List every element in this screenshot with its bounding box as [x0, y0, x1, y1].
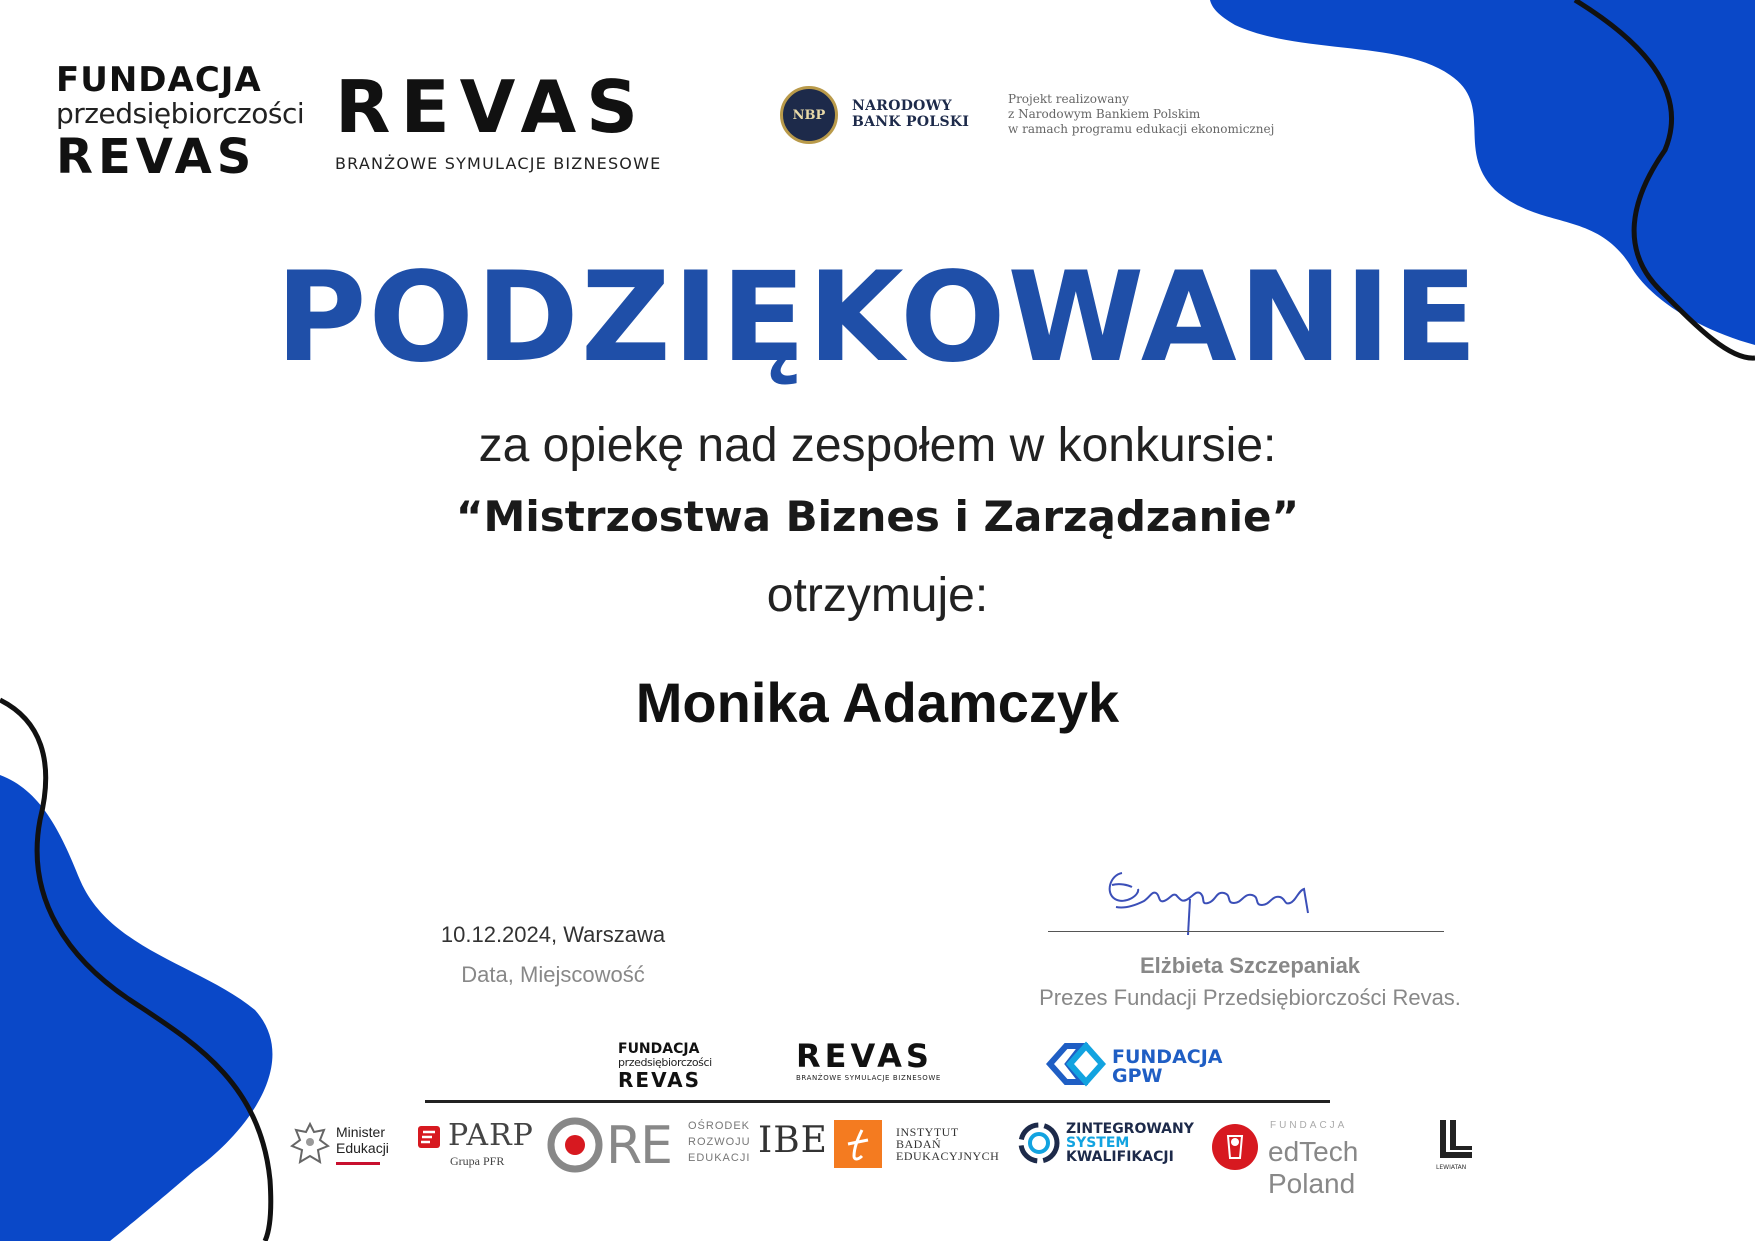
ore-line2: ROZWOJU: [688, 1136, 751, 1148]
lewiatan-name: LEWIATAN: [1436, 1164, 1467, 1171]
zsk-line3: KWALIFIKACJI: [1066, 1149, 1174, 1165]
footer-fundacja-line3: REVAS: [618, 1068, 702, 1092]
ibe-line1: INSTYTUT: [896, 1125, 959, 1139]
nbp-name: [852, 98, 969, 130]
ibe-line2: BADAŃ: [896, 1137, 942, 1151]
ibe-name: IBE: [758, 1120, 828, 1161]
zsk-line1: ZINTEGROWANY: [1066, 1121, 1194, 1137]
minister-edukacji-logo: [290, 1120, 390, 1172]
ibe-line3: EDUKACYJNYCH: [896, 1149, 1000, 1163]
footer-gpw-logo: [1046, 1038, 1236, 1094]
nbp-name-line1: NARODOWY: [852, 98, 952, 114]
revas-logo: [335, 65, 665, 173]
revas-name: REVAS: [335, 65, 649, 149]
date-label: Data, Miejscowość: [461, 962, 645, 987]
ibe-full-name: [896, 1126, 999, 1162]
minister-name: [336, 1124, 389, 1156]
ore-name: RE: [606, 1116, 671, 1176]
minister-line1: Minister: [336, 1124, 386, 1140]
revas-tagline: BRANŻOWE SYMULACJE BIZNESOWE: [335, 154, 662, 173]
ore-line1: OŚRODEK: [688, 1120, 751, 1132]
eagle-emblem-icon: [290, 1120, 330, 1168]
logo-line3: REVAS: [56, 129, 257, 185]
receives-label: otrzymuje:: [766, 569, 989, 622]
gpw-name: [1112, 1048, 1223, 1086]
nbp-seal-icon: NBP: [780, 86, 838, 144]
minister-line2: Edukacji: [336, 1140, 389, 1156]
edtech-poland-logo: [1210, 1120, 1420, 1199]
gpw-name-line2: GPW: [1112, 1065, 1163, 1087]
certificate-title: PODZIĘKOWANIE: [275, 246, 1480, 390]
nbp-name-line2: BANK POLSKI: [852, 114, 970, 130]
gpw-name-line1: FUNDACJA: [1112, 1046, 1223, 1068]
logo-line2: przedsiębiorczości: [56, 97, 305, 130]
ibe-emblem-icon: [834, 1120, 882, 1168]
footer-fundacja-revas-logo: [618, 1042, 718, 1091]
certificate-subtitle: za opiekę nad zespołem w konkursie:: [478, 419, 1277, 472]
logo-line1: FUNDACJA: [56, 60, 262, 100]
signer-role: Prezes Fundacji Przedsiębiorczości Revas.: [1039, 985, 1461, 1010]
zsk-logo: [1016, 1120, 1196, 1170]
footer-fundacja-line2: przedsiębiorczości: [618, 1056, 712, 1069]
project-note-line3: w ramach programu edukacji ekonomicznej: [1008, 122, 1275, 136]
bottom-left-blue-blob: [0, 775, 272, 1241]
parp-name: PARP: [448, 1118, 534, 1153]
footer-fundacja-line1: FUNDACJA: [618, 1041, 700, 1057]
recipient-name: Monika Adamczyk: [635, 671, 1120, 734]
signature-line: [1048, 931, 1444, 932]
gpw-emblem-icon: [1046, 1038, 1106, 1094]
handwritten-signature: [1040, 855, 1460, 935]
edtech-emblem-icon: [1210, 1122, 1260, 1172]
lewiatan-logo: [1436, 1118, 1484, 1174]
ore-line3: EDUKACJI: [688, 1152, 751, 1164]
zsk-name: [1066, 1122, 1194, 1164]
project-note-line1: Projekt realizowany: [1008, 92, 1129, 106]
date-value: 10.12.2024, Warszawa: [440, 922, 666, 947]
ibe-logo: [756, 1114, 1000, 1174]
footer-revas-name: REVAS: [796, 1037, 933, 1075]
contest-name: “Mistrzostwa Biznes i Zarządzanie”: [455, 492, 1300, 541]
edtech-name: edTech Poland: [1268, 1136, 1359, 1199]
fundacja-revas-logo: [56, 60, 305, 185]
ore-emblem-icon: [546, 1116, 604, 1174]
project-note: [1008, 92, 1288, 137]
parp-logo: [416, 1118, 541, 1170]
ore-full-name: [688, 1118, 751, 1166]
zsk-emblem-icon: [1016, 1120, 1062, 1166]
parp-sub: Grupa PFR: [450, 1154, 505, 1168]
parp-emblem-icon: [416, 1124, 444, 1152]
edtech-small: FUNDACJA: [1270, 1120, 1348, 1131]
footer-divider: [425, 1100, 1330, 1103]
lewiatan-emblem-icon: [1436, 1118, 1476, 1162]
footer-revas-tagline: BRANŻOWE SYMULACJE BIZNESOWE: [796, 1074, 941, 1082]
signer-name: Elżbieta Szczepaniak: [1139, 953, 1361, 978]
footer-revas-logo: [796, 1038, 966, 1082]
minister-flag-bar: [336, 1162, 380, 1165]
zsk-line2: SYSTEM: [1066, 1135, 1130, 1151]
ore-logo: [546, 1114, 751, 1176]
nbp-logo: [780, 86, 980, 148]
project-note-line2: z Narodowym Bankiem Polskim: [1008, 107, 1201, 121]
